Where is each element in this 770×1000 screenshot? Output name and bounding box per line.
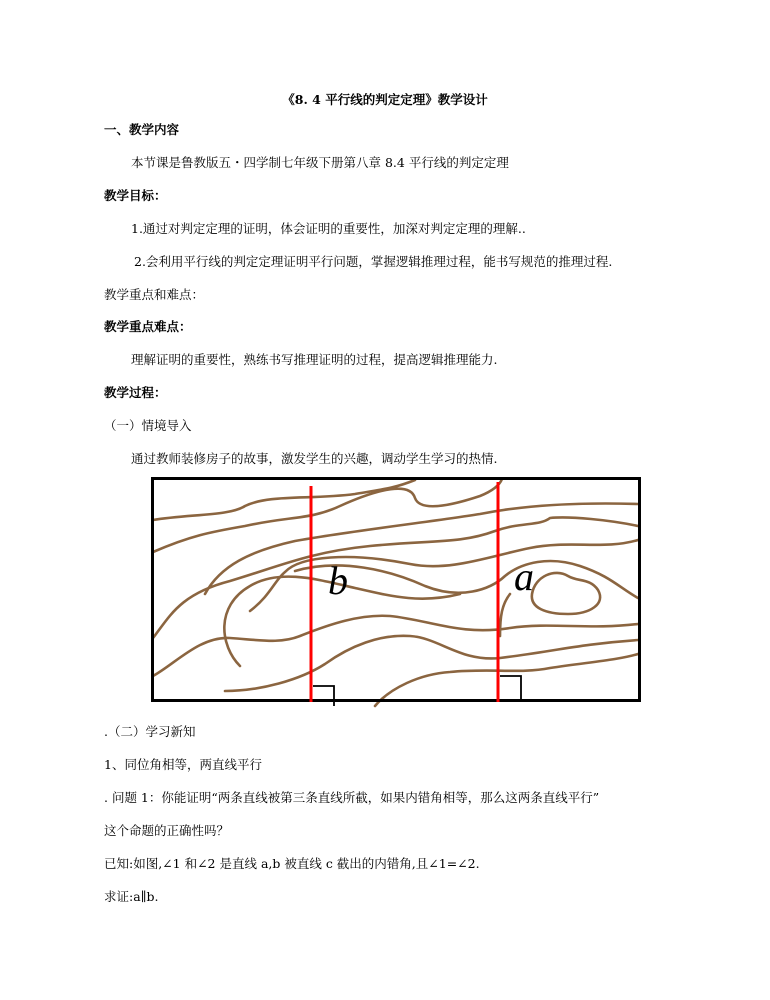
label-b: b xyxy=(328,558,348,603)
question-1-line-2: 这个命题的正确性吗？ xyxy=(104,823,230,838)
process-heading: 教学过程： xyxy=(104,385,167,400)
keypoints-label: 教学重点和难点： xyxy=(104,287,205,302)
goals-heading: 教学目标： xyxy=(104,188,167,203)
keypoints-heading: 教学重点难点： xyxy=(104,319,192,334)
question-1-line-1: . 问题 1：你能证明“两条直线被第三条直线所截，如果内错角相等，那么这两条直线平行” xyxy=(104,790,600,805)
item-1: 1、同位角相等，两直线平行 xyxy=(104,757,262,772)
goal-2: 2.会利用平行线的判定定理证明平行问题，掌握逻辑推理过程，能书写规范的推理过程. xyxy=(134,254,613,269)
wood-grain-figure xyxy=(150,476,642,712)
prove-statement: 求证:a∥b. xyxy=(104,889,159,904)
grain-line xyxy=(153,480,415,520)
part2-heading: .（二）学习新知 xyxy=(104,724,196,739)
grain-knot xyxy=(532,573,600,614)
given-statement: 已知:如图,∠1 和∠2 是直线 a,b 被直线 c 截出的内错角,且∠1=∠2. xyxy=(104,856,480,871)
section1-heading: 一、教学内容 xyxy=(104,122,180,137)
right-angle-mark-b xyxy=(313,686,334,706)
document-title: 《8. 4 平行线的判定定理》教学设计 xyxy=(282,92,488,107)
goal-1: 1.通过对判定定理的证明，体会证明的重要性，加深对判定定理的理解.. xyxy=(131,221,526,236)
grain-line xyxy=(250,540,638,611)
section1-text: 本节课是鲁教版五・四学制七年级下册第八章 8.4 平行线的判定定理 xyxy=(131,155,509,170)
part1-text: 通过教师装修房子的故事，激发学生的兴趣，调动学生学习的热情. xyxy=(131,451,498,466)
keypoints-text: 理解证明的重要性，熟练书写推理证明的过程，提高逻辑推理能力. xyxy=(131,352,498,367)
grain-line xyxy=(375,654,638,706)
label-a: a xyxy=(514,554,534,599)
right-angle-mark-a xyxy=(500,676,521,700)
part1-heading: （一）情境导入 xyxy=(104,418,192,433)
